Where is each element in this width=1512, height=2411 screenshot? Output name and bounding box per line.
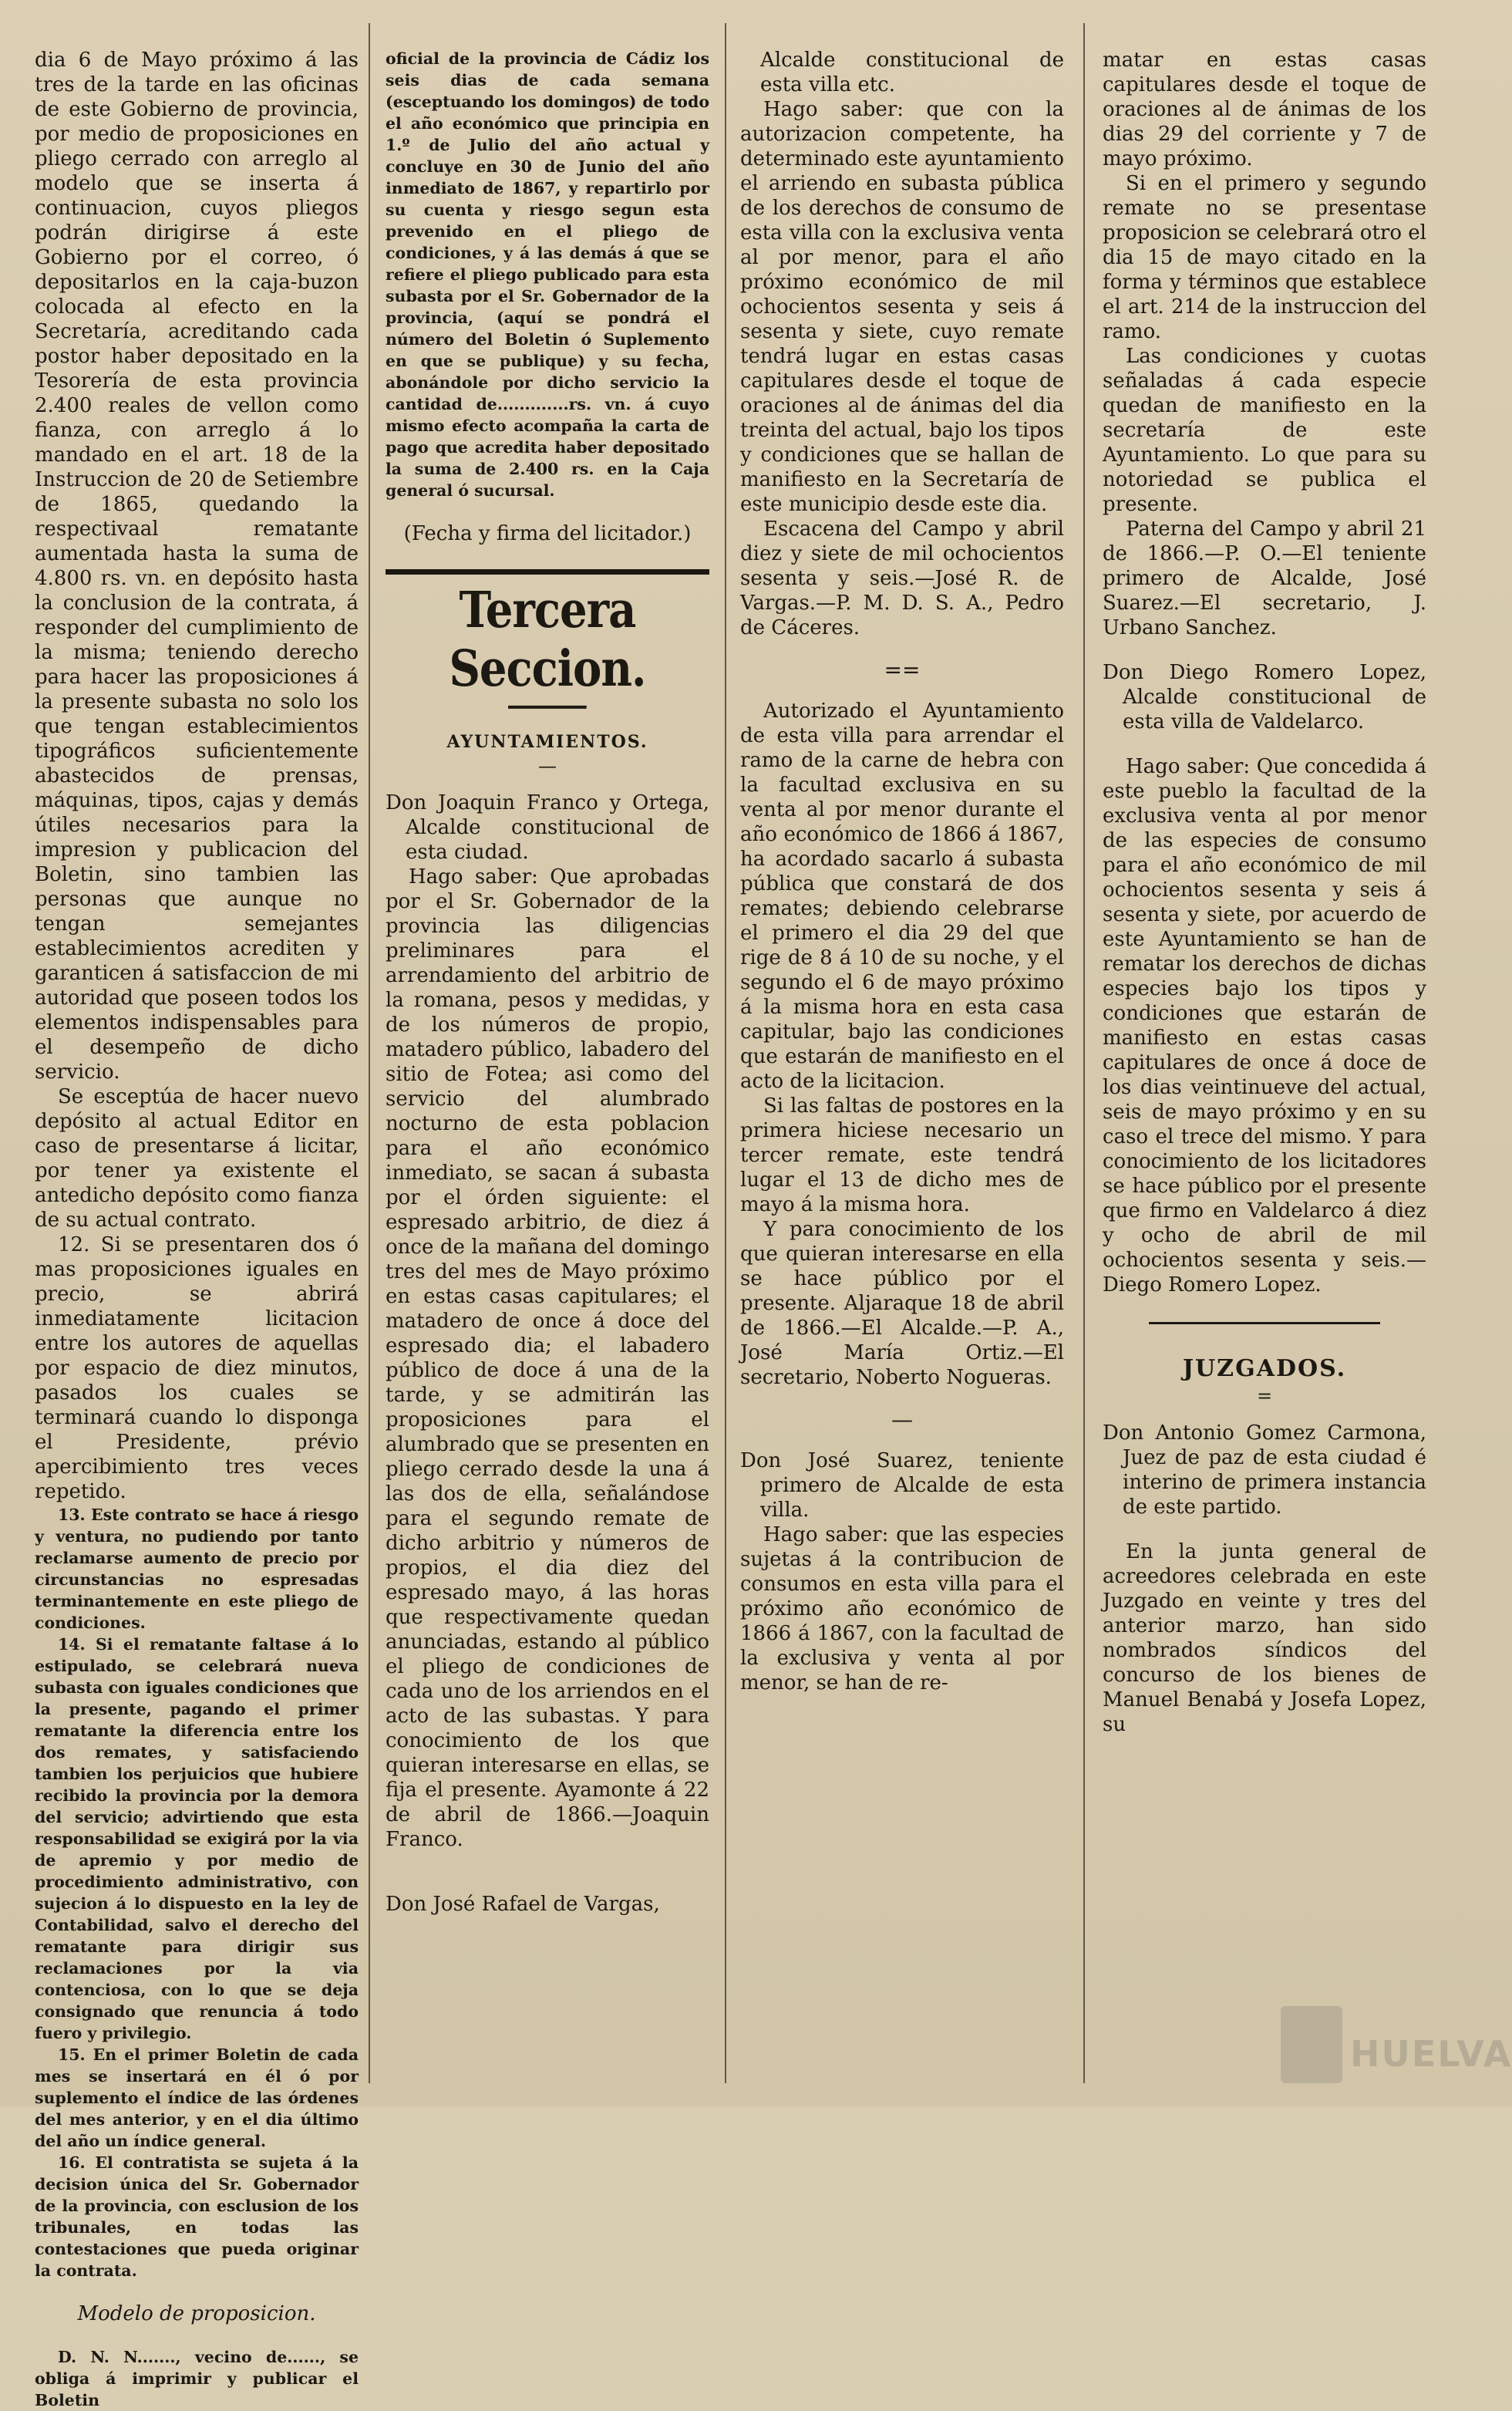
- dash: —: [538, 755, 557, 777]
- column-3: [740, 48, 1064, 2091]
- paragraph: Escacena del Campo y abril diez y siete de mil ochocientos sesenta y seis.—José R. de Vargas.—P. M. D. S. A., Pedro de Cáceres.: [740, 518, 1064, 639]
- column-rule: [369, 23, 370, 2083]
- ornament-divider: ━━━━━━━: [508, 696, 587, 718]
- watermark-text: HUELVA: [1350, 2033, 1512, 2075]
- paragraph: Autorizado el Ayuntamiento de esta villa para arrendar el ramo de la carne de hebra con la facultad exclusiva en su venta al por menor durante el año económico de 1866 á 1867, ha acordado sacarlo á subasta pública que constará de dos remates; debiendo celebrarse el primero el dia 29 del que rige de 8 á 10 de su noche, y el segundo el 6 de mayo próximo á la misma hora en esta casa capitular, bajo las condiciones que estarán de manifiesto en el acto de la licitacion.: [740, 700, 1064, 1093]
- notice-heading: Don Joaquin Franco y Ortega, Alcalde constitucional de esta ciudad.: [386, 791, 709, 864]
- section-subhead: AYUNTAMIENTOS.: [446, 732, 648, 752]
- notice-heading: Don Antonio Gomez Carmona, Juez de paz de esta ciudad é interino de primera instancia de este partido.: [1103, 1421, 1426, 1519]
- paragraph: Y para conocimiento de los que quieran interesarse en ella se hace público por el presente. Aljaraque 18 de abril de 1866.—El Alcalde.—P. A., José María Ortiz.—El secretario, Noberto Nogueras.: [740, 1218, 1064, 1389]
- column-2: [386, 48, 709, 2091]
- separator: ==: [884, 657, 921, 683]
- paragraph: Paterna del Campo y abril 21 de 1866.—P. O.—El teniente primero de Alcalde, José Suarez.—El secretario, J. Urbano Sanchez.: [1103, 518, 1426, 639]
- notice-heading-cont: Alcalde constitucional de esta villa etc.: [760, 49, 1064, 96]
- column-4: [1103, 48, 1426, 2091]
- paragraph: Las condiciones y cuotas señaladas á cada especie quedan de manifiesto en la secretaría de este Ayuntamiento. Lo que para su notoriedad se publica el presente.: [1103, 345, 1426, 516]
- section-rule: [1149, 1322, 1380, 1324]
- archive-logo-icon: [1281, 2006, 1342, 2083]
- separator: =: [1256, 1385, 1273, 1407]
- modelo-title: Modelo de proposicion.: [77, 2302, 316, 2325]
- paragraph: oficial de la provincia de Cádiz los seis dias de cada semana (esceptuando los domingos) de todo el año económico que principia en 1.º de Julio del año actual y concluye en 30 de Junio del año inmediato de 1867, y repartirlo por su cuenta y riesgo segun esta prevenido en el pliego de condiciones, y á las demás á que se refiere el pliego publicado para esta subasta por el Sr. Gobernador de la provincia, (aquí se pondrá el número del Boletin ó Suplemento en que se publique) y su fecha, abonándole por dicho servicio la cantidad de.............rs. vn. á cuyo mismo efecto acompaña la carta de pago que acredita haber depositado la suma de 2.400 rs. en la Caja general ó sucursal.: [386, 49, 709, 500]
- section-subhead: JUZGADOS.: [1182, 1355, 1347, 1382]
- paragraph: Si las faltas de postores en la primera hiciese necesario un tercer remate, este tendrá lugar el 13 de dicho mes de mayo á la misma hora.: [740, 1094, 1064, 1216]
- column-rule: [725, 23, 726, 2083]
- paragraph: Se esceptúa de hacer nuevo depósito al actual Editor en caso de presentarse á licitar, por tener ya existente el antedicho depósito como fianza de su actual contrato.: [35, 1085, 359, 1232]
- notice-heading: Don José Suarez, teniente primero de Alcalde de esta villa.: [740, 1449, 1064, 1522]
- paragraph: Si en el primero y segundo remate no se presentase proposicion se celebrará otro el dia 15 de mayo citado en la forma y términos que establece el art. 214 de la instruccion del ramo.: [1103, 172, 1426, 343]
- clause-16: 16. El contratista se sujeta á la decision única del Sr. Gobernador de la provincia, con esclusion de los tribunales, en todas las contestaciones que pueda originar la contrata.: [35, 2153, 359, 2280]
- clause-12: 12. Si se presentaren dos ó mas proposiciones iguales en precio, se abrirá inmediatamente licitacion entre los autores de aquellas por espacio de diez minutos, pasados los cuales se terminará cuando lo disponga el Presidente, prévio apercibimiento tres veces repetido.: [35, 1233, 359, 1503]
- section-title: Tercera Seccion.: [449, 581, 646, 698]
- separator: —: [891, 1407, 913, 1432]
- paragraph: Hago saber: Que aprobadas por el Sr. Gobernador de la provincia las diligencias preliminares para el arrendamiento del arbitrio de la romana, pesos y medidas, y de los números de propio, matadero público, labadero del sitio de Fotea; asi como del servicio del alumbrado nocturno de esta poblacion para el año económico inmediato, se sacan á subasta por el órden siguiente: el espresado arbitrio, de diez á once de la mañana del domingo tres del mes de Mayo próximo en estas casas capitulares; el matadero de once á doce del espresado dia; el labadero público de doce á una de la tarde, y se admitirán las proposiciones para el alumbrado que se presenten en pliego cerrado desde la una á las dos de ella, señalándose para el segundo remate de dicho arbitrio y números de propios, el dia diez del espresado mayo, á las horas que respectivamente quedan anunciadas, estando al público el pliego de condiciones de cada uno de los arriendos en el acto de las subastas. Y para conocimiento de los que quieran interesarse en ellas, se fija el presente. Ayamonte á 22 de abril de 1866.—Joaquin Franco.: [386, 865, 709, 1851]
- archive-watermark: [1281, 2002, 1512, 2087]
- paragraph: Hago saber: que con la autorizacion competente, ha determinado este ayuntamiento el arriendo en subasta pública de los derechos de consumo de esta villa con la exclusiva venta al por menor, para el año próximo económico de mil ochocientos sesenta y seis á sesenta y siete, cuyo remate tendrá lugar en estas casas capitulares desde el toque de oraciones al de ánimas del dia treinta del actual, bajo los tipos y condiciones que se hallan de manifiesto en la Secretaría de este municipio desde este dia.: [740, 98, 1064, 516]
- paragraph: matar en estas casas capitulares desde el toque de oraciones al de ánimas de los dias 29 del corriente y 7 de mayo próximo.: [1103, 49, 1426, 170]
- modelo-text: D. N. N......., vecino de......, se obliga á imprimir y publicar el Boletin: [35, 2348, 359, 2409]
- signature-note: (Fecha y firma del licitador.): [403, 522, 692, 545]
- section-rule: [386, 569, 709, 575]
- clause-15: 15. En el primer Boletin de cada mes se insertará en él ó por suplemento el índice de las órdenes del mes anterior, y en el dia último del año un índice general.: [35, 2045, 359, 2150]
- paragraph: Hago saber: Que concedida á este pueblo la facultad de la exclusiva venta al por menor de las especies de consumo para el año económico de mil ochocientos sesenta y seis á sesenta y siete, por acuerdo de este Ayuntamiento se han de rematar los derechos de dichas especies bajo los tipos y condiciones que estarán de manifiesto en estas casas capitulares de once á doce de los dias veintinueve del actual, seis de mayo próximo y en su caso el trece del mismo. Y para conocimiento de los licitadores se hace público por el presente que firmo en Valdelarco á diez y ocho de abril de mil ochocientos sesenta y seis.—Diego Romero Lopez.: [1103, 755, 1426, 1297]
- column-1: [35, 48, 359, 2409]
- clause-13: 13. Este contrato se hace á riesgo y ventura, no pudiendo por tanto reclamarse aumento de precio por circunstancias no espresadas terminantemente en este pliego de condiciones.: [35, 1506, 359, 1632]
- notice-heading: Don Diego Romero Lopez, Alcalde constitucional de esta villa de Valdelarco.: [1103, 661, 1426, 733]
- paragraph: En la junta general de acreedores celebrada en este Juzgado en veinte y tres del anterior marzo, han sido nombrados síndicos del concurso de los bienes de Manuel Benabá y Josefa Lopez, su: [1103, 1540, 1426, 1736]
- column-rule: [1083, 23, 1085, 2083]
- notice-heading: Don José Rafael de Vargas,: [386, 1893, 660, 1916]
- paragraph: Hago saber: que las especies sujetas á la contribucion de consumos en esta villa para el próximo año económico de 1866 á 1867, con la facultad de la exclusiva y venta al por menor, se han de re-: [740, 1523, 1064, 1694]
- clause-14: 14. Si el rematante faltase á lo estipulado, se celebrará nueva subasta con iguales condiciones que la presente, pagando el primer rematante la diferencia entre los dos remates, y satisfaciendo tambien los perjuicios que hubiere recibido la provincia por la demora del servicio; advirtiendo que esta responsabilidad se exigirá por la via de apremio y por medio de procedimiento administrativo, con sujecion á lo dispuesto en la ley de Contabilidad, salvo el derecho del rematante para dirigir sus reclamaciones por la via contenciosa, con lo que se deja consignado que renuncia á todo fuero y privilegio.: [35, 1635, 359, 2042]
- paragraph: dia 6 de Mayo próximo á las tres de la tarde en las oficinas de este Gobierno de provincia, por medio de proposiciones en pliego cerrado con arreglo al modelo que se inserta á continuacion, cuyos pliegos podrán dirigirse á este Gobierno por el correo, ó depositarlos en la caja-buzon colocada al efecto en la Secretaría, acreditando cada postor haber depositado en la Tesorería de esta provincia 2.400 reales de vellon como fianza, con arreglo á lo mandado en el art. 18 de la Instruccion de 20 de Setiembre de 1865, quedando la respectivaal rematante aumentada hasta la suma de 4.800 rs. vn. en depósito hasta la conclusion de la contrata, á responder del cumplimiento de la misma; teniendo derecho para hacer las proposiciones á la presente subasta no solo los que tengan establecimientos tipográficos suficientemente abastecidos de prensas, máquinas, tipos, cajas y demás útiles necesarios para la impresion y publicacion del Boletin, sino tambien las personas que aunque no tengan semejantes establecimientos acrediten y garanticen á satisfaccion de mi autoridad que poseen todos los elementos indispensables para el desempeño de dicho servicio.: [35, 49, 359, 1084]
